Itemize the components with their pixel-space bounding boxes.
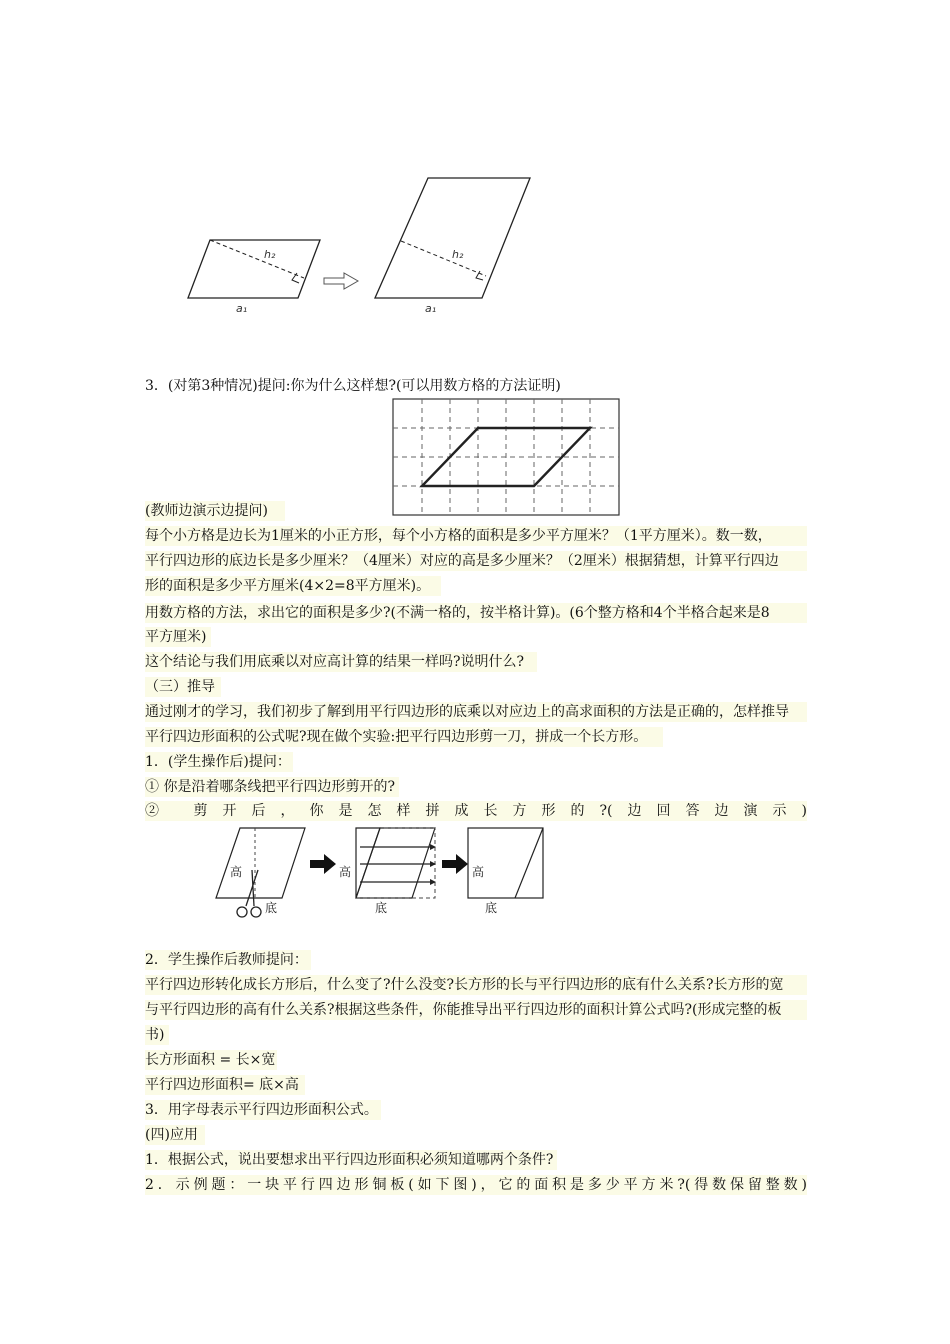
arrow-right-icon <box>310 854 336 874</box>
text-line-app1: 1．根据公式，说出要想求出平行四边形面积必须知道哪两个条件? <box>145 1150 557 1170</box>
text-line-p9: 平行四边形转化成长方形后，什么变了?什么没变?长方形的长与平行四边形的底有什么关系?长方形的宽 <box>145 975 807 995</box>
right-angle-mark-right <box>476 271 483 280</box>
text-line-p4: 用数方格的方法，求出它的面积是多少?(不满一格的，按半格计算)。(6个整方格和4个半格合起来是8 <box>145 603 807 623</box>
base-label-3: 底 <box>485 901 498 915</box>
text-line-p11: 书) <box>145 1025 169 1045</box>
grid-parallelogram-figure <box>392 398 622 518</box>
text-line-step1: 1．(学生操作后)提问： <box>145 752 293 772</box>
text-line-p3: 形的面积是多少平方厘米(4×2=8平方厘米)。 <box>145 576 441 596</box>
base-label-left: a₁ <box>236 302 248 315</box>
triangle-piece <box>356 828 380 898</box>
height-label-2: 高 <box>339 865 352 879</box>
text-line-step3: 3．用字母表示平行四边形面积公式。 <box>145 1100 381 1120</box>
text-line-teacher-demo: (教师边演示边提问) <box>145 501 285 521</box>
tall-parallelogram <box>375 178 530 298</box>
text-line-p6: 这个结论与我们用底乘以对应高计算的结果一样吗?说明什么? <box>145 652 537 672</box>
right-angle-mark-left <box>292 273 299 283</box>
parallelogram-transform-figure <box>180 170 540 320</box>
arrow-right-icon <box>442 854 468 874</box>
result-rectangle <box>468 828 543 898</box>
text-line-step2: 2．学生操作后教师提问： <box>145 950 311 970</box>
small-parallelogram <box>188 240 320 298</box>
grid-lines <box>393 399 619 515</box>
arrow-icon <box>324 273 358 289</box>
diagonal-cut <box>515 828 543 898</box>
text-line-question-3: 3．(对第3种情况)提问:你为什么这样想?(可以用数方格的方法证明) <box>145 378 561 394</box>
height-label-right: h₂ <box>452 248 464 261</box>
section-heading-derivation: （三）推导 <box>145 677 221 697</box>
height-label-left: h₂ <box>264 248 276 261</box>
text-line-q1: ① 你是沿着哪条线把平行四边形剪开的? <box>145 777 399 797</box>
base-label-2: 底 <box>375 901 388 915</box>
section-heading-application: (四)应用 <box>145 1125 205 1145</box>
cut-rearrange-figure <box>210 822 555 927</box>
text-line-q2: ② 剪开后，你是怎样拼成长方形的?(边回答边演示) <box>145 803 807 819</box>
text-line-p5: 平方厘米) <box>145 627 211 647</box>
base-label-right: a₁ <box>425 302 437 315</box>
height-label-3: 高 <box>472 865 485 879</box>
text-line-p10: 与平行四边形的高有什么关系?根据这些条件，你能推导出平行四边形的面积计算公式吗?(形成完整的板 <box>145 1000 807 1020</box>
height-label-1: 高 <box>230 865 243 879</box>
text-line-p8: 平行四边形面积的公式呢?现在做个实验:把平行四边形剪一刀，拼成一个长方形。 <box>145 727 663 747</box>
text-line-p7: 通过刚才的学习，我们初步了解到用平行四边形的底乘以对应边上的高求面积的方法是正确的，怎样推导 <box>145 702 807 722</box>
formula-rectangle-area: 长方形面积 = 长×宽 <box>145 1052 276 1068</box>
height-line-right <box>401 241 486 276</box>
formula-parallelogram-area: 平行四边形面积= 底×高 <box>145 1075 305 1095</box>
parallelogram-1 <box>216 828 305 898</box>
text-line-p1: 每个小方格是边长为1厘米的小正方形，每个小方格的面积是多少平方厘米？（1平方厘米）。数一数， <box>145 526 807 546</box>
height-line-left <box>210 240 304 278</box>
text-line-app2: 2．示例题：一块平行四边形铜板(如下图)，它的面积是多少平方米?(得数保留整数) <box>145 1177 807 1193</box>
base-label-1: 底 <box>265 901 278 915</box>
text-line-p2: 平行四边形的底边长是多少厘米？（4厘米）对应的高是多少厘米？（2厘米）根据猜想，计算平行四边 <box>145 551 807 571</box>
